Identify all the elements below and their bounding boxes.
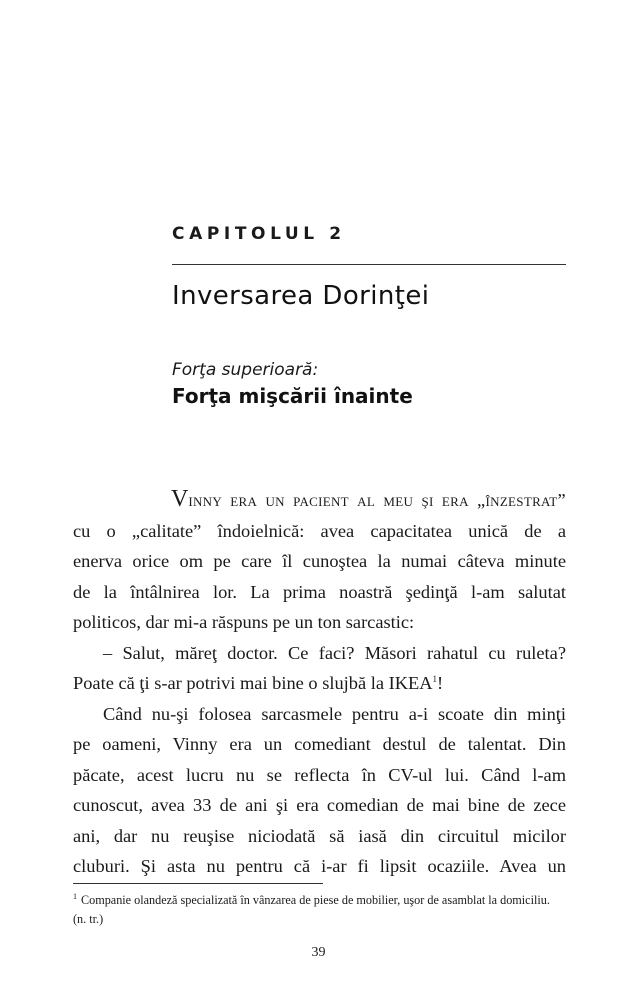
footnote-divider <box>73 883 323 884</box>
body-text <box>73 484 566 882</box>
footnote-text: Companie olandeză specializată în vânzarea de piese de mobilier, uşor de asamblat la domiciliu. (n. tr.) <box>73 893 550 926</box>
body-line: cluburi. Şi asta nu pentru că i-ar fi lipsit ocaziile. Avea un <box>73 856 566 876</box>
body-line: ani, dar nu reuşise niciodată să iasă din circuitul micilor <box>73 825 566 846</box>
body-line-opening <box>73 484 566 516</box>
chapter-label: CAPITOLUL 2 <box>172 224 346 244</box>
chapter-subtitle-bold: Forţa mişcării înainte <box>172 384 413 408</box>
body-line: cu o „calitate” îndoielnică: avea capacitatea unică de a <box>73 520 566 541</box>
body-line-text: Poate că ţi s-ar potrivi mai bine o slujbă la IKEA <box>73 673 433 693</box>
body-line: Când nu-şi folosea sarcasmele pentru a-i scoate din minţi <box>103 703 566 724</box>
chapter-title: Inversarea Dorinţei <box>172 281 430 311</box>
chapter-subtitle-italic: Forţa superioară: <box>172 360 319 380</box>
body-line: păcate, acest lucru nu se reflecta în CV-ul lui. Când l-am <box>73 764 566 785</box>
page-number: 39 <box>311 945 326 960</box>
footnote-ref-trailing: ! <box>437 673 444 693</box>
footnote-reference[interactable]: 1 <box>432 673 438 684</box>
opening-initial: V <box>171 486 189 512</box>
body-line: pe oameni, Vinny era un comediant destul de talentat. Din <box>73 734 566 754</box>
opening-smallcaps: inny era un pacient al meu şi era „înzestrat” <box>188 490 566 510</box>
body-line: politicos, dar mi-a răspuns pe un ton sarcastic: <box>73 612 415 632</box>
body-line: enerva orice om pe care îl cunoştea la numai câteva minute <box>73 551 566 571</box>
footnote <box>73 891 566 929</box>
body-line-footnoted <box>73 668 566 699</box>
body-line: de la întâlnirea lor. La prima noastră şedinţă l-am salutat <box>73 581 566 602</box>
footnote-mark: 1 <box>73 891 77 901</box>
chapter-divider <box>172 264 566 265</box>
body-line: cunoscut, avea 33 de ani şi era comedian de mai bine de zece <box>73 795 566 815</box>
body-line-dialogue: – Salut, măreţ doctor. Ce faci? Măsori rahatul cu ruleta? <box>103 642 566 663</box>
